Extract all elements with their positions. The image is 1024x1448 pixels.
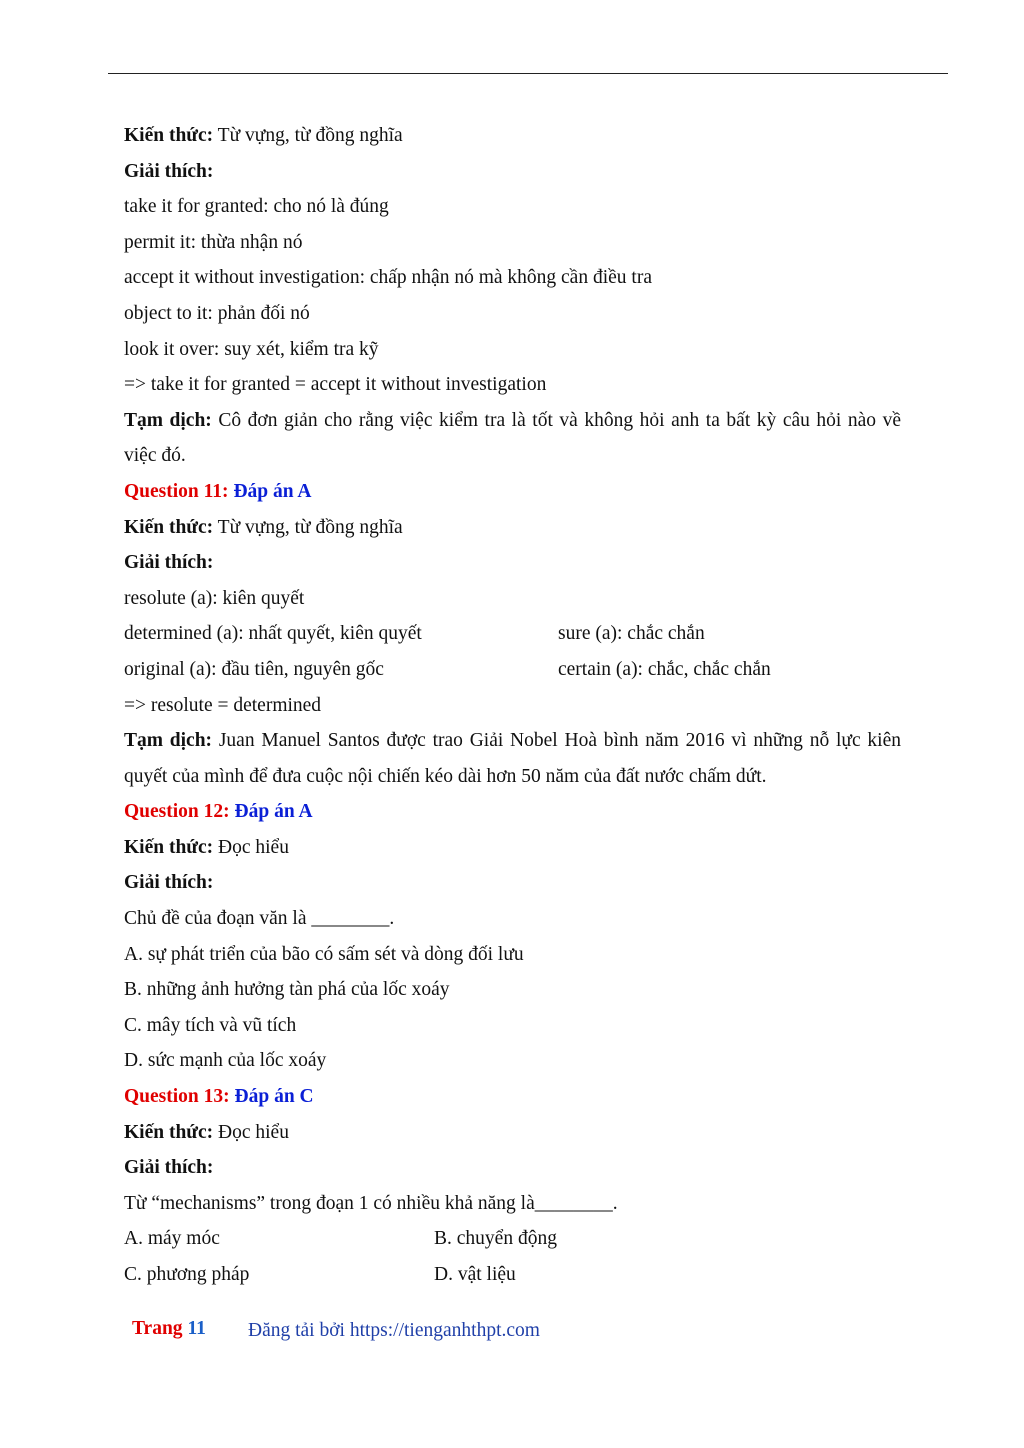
explanation-cell: original (a): đầu tiên, nguyên gốc [124, 658, 384, 680]
option-row [124, 1257, 924, 1293]
explanation-conclusion: => take it for granted = accept it without investigation [124, 374, 547, 396]
header-rule [108, 73, 948, 74]
option-line: A. sự phát triển của bão có sấm sét và dòng đối lưu [124, 943, 524, 965]
option-row [124, 1221, 924, 1257]
option-cell: D. vật liệu [434, 1264, 516, 1285]
translation-paragraph [124, 403, 901, 474]
translation-label: Tạm dịch: [124, 730, 213, 752]
explanation-row [124, 652, 924, 688]
option-cell: C. phương pháp [124, 1264, 250, 1285]
page-label: Trang [132, 1318, 188, 1339]
option-line: B. những ảnh hưởng tàn phá của lốc xoáy [124, 979, 450, 1001]
question-label: Question 12: [124, 801, 230, 823]
knowledge-label: Kiến thức: [124, 1121, 214, 1143]
question-heading-12 [124, 794, 924, 830]
explanation-heading: Giải thích: [124, 1157, 214, 1179]
knowledge-line [124, 830, 924, 866]
explanation-row [124, 616, 924, 652]
knowledge-line [124, 510, 924, 546]
question-label: Question 13: [124, 1086, 230, 1108]
uploaded-by-link[interactable]: Đăng tải bởi https://tienganhthpt.com [248, 1320, 540, 1341]
knowledge-text: Đọc hiểu [213, 1121, 289, 1143]
question-heading-13 [124, 1079, 924, 1115]
knowledge-label: Kiến thức: [124, 516, 214, 538]
page-footer [132, 1314, 540, 1344]
answer-label: Đáp án A [228, 480, 312, 502]
option-cell: A. máy móc [124, 1228, 220, 1250]
explanation-line: object to it: phản đối nó [124, 302, 310, 324]
knowledge-text: Đọc hiểu [213, 836, 289, 858]
option-cell: B. chuyển động [434, 1228, 557, 1250]
question-heading-11 [124, 474, 924, 510]
explanation-line: look it over: suy xét, kiểm tra kỹ [124, 338, 379, 360]
option-line: D. sức mạnh của lốc xoáy [124, 1050, 327, 1072]
explanation-heading: Giải thích: [124, 872, 214, 894]
explanation-cell: determined (a): nhất quyết, kiên quyết [124, 623, 422, 645]
explanation-cell: certain (a): chắc, chắc chắn [558, 658, 771, 680]
document-body [124, 118, 924, 1293]
explanation-heading: Giải thích: [124, 552, 214, 574]
knowledge-label: Kiến thức: [124, 836, 214, 858]
knowledge-line [124, 1115, 924, 1151]
explanation-line: take it for granted: cho nó là đúng [124, 196, 389, 218]
explanation-line: resolute (a): kiên quyết [124, 587, 305, 609]
translation-paragraph [124, 723, 901, 794]
translation-label: Tạm dịch: [124, 409, 212, 431]
translation-text: Juan Manuel Santos được trao Giải Nobel Hoà bình năm 2016 vì những nỗ lực kiên quyết của mình để đưa cuộc nội chiến kéo dài hơn 50 năm của đất nước chấm dứt. [124, 730, 901, 787]
explanation-heading: Giải thích: [124, 160, 214, 182]
explanation-conclusion: => resolute = determined [124, 694, 322, 716]
answer-label: Đáp án A [229, 801, 313, 823]
option-line: C. mây tích và vũ tích [124, 1014, 297, 1036]
translation-text: Cô đơn giản cho rằng việc kiểm tra là tốt và không hỏi anh ta bất kỳ câu hỏi nào về việc đó. [124, 409, 901, 467]
explanation-line: permit it: thừa nhận nó [124, 231, 303, 253]
question-prompt: Từ “mechanisms” trong đoạn 1 có nhiều khả năng là________. [124, 1192, 618, 1214]
answer-label: Đáp án C [229, 1086, 314, 1108]
knowledge-text: Từ vựng, từ đồng nghĩa [213, 516, 403, 538]
question-prompt: Chủ đề của đoạn văn là ________. [124, 908, 395, 930]
explanation-cell: sure (a): chắc chắn [558, 623, 705, 645]
knowledge-label: Kiến thức: [124, 125, 214, 146]
knowledge-line [124, 118, 924, 154]
question-label: Question 11: [124, 480, 229, 502]
explanation-line: accept it without investigation: chấp nhận nó mà không cần điều tra [124, 267, 652, 289]
knowledge-text: Từ vựng, từ đồng nghĩa [213, 125, 403, 146]
page-number: 11 [187, 1318, 206, 1339]
